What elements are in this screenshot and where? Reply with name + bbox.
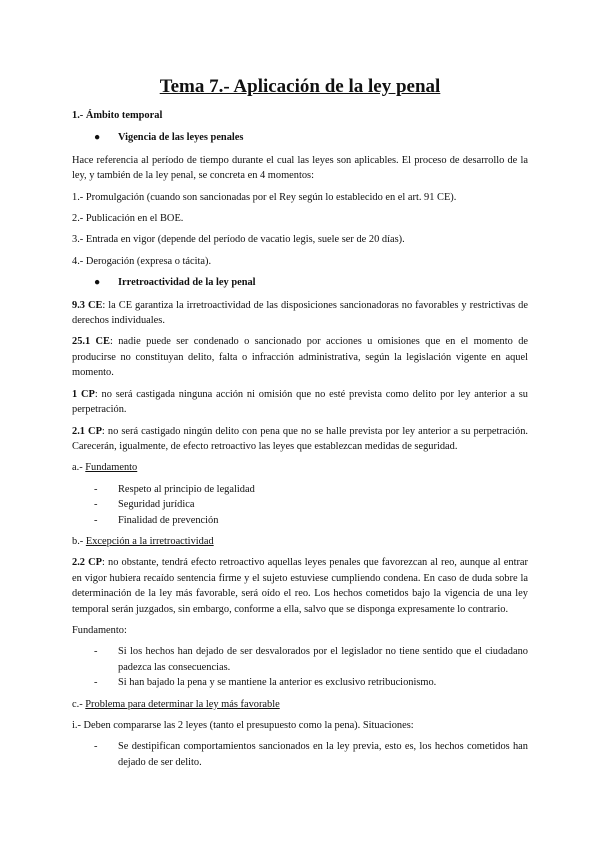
article-ref: 2.1 CP xyxy=(72,425,102,437)
intro-paragraph: Hace referencia al período de tiempo durante el cual las leyes son aplicables. El proceso de desarrollo de la ley, y también de la ley penal, se concreta en 4 momentos: xyxy=(72,154,528,182)
list-item xyxy=(72,739,528,770)
subheading-prefix: b.- xyxy=(72,535,86,547)
fundamento-label: Fundamento: xyxy=(72,624,127,636)
subheading-prefix: c.- xyxy=(72,698,86,710)
list-item-text: Si los hechos han dejado de ser desvalorados por el legislador no tiene sentido que el ciudadano padezca las consecuencias. xyxy=(118,646,528,673)
list-item-text: Si han bajado la pena y se mantiene la anterior es exclusivo retribucionismo. xyxy=(118,677,437,689)
dash-icon: - xyxy=(94,499,98,511)
list-item xyxy=(72,482,528,497)
article-text: : la CE garantiza la irretroactividad de las disposiciones sancionadoras no favorables y restrictivas de derechos individuales. xyxy=(72,299,528,327)
subheading-problema xyxy=(72,697,528,712)
subheading-excepcion xyxy=(72,534,528,549)
situaciones-list xyxy=(72,739,528,770)
article-2-1-cp xyxy=(72,424,528,455)
article-text: : no será castigada ninguna acción ni omisión que no esté prevista como delito por ley anterior a su perpetración. xyxy=(72,388,528,416)
subheading-label: Problema para determinar la ley más favorable xyxy=(85,698,280,710)
step-2: 2.- Publicación en el BOE. xyxy=(72,213,184,225)
subheading-prefix: a.- xyxy=(72,462,86,474)
fundamento-items-list xyxy=(72,644,528,690)
list-item xyxy=(72,644,528,675)
step-3: 3.- Entrada en vigor (depende del período de vacatio legis, suele ser de 20 días). xyxy=(72,234,405,246)
bullet-dot-icon: ● xyxy=(94,277,101,289)
dash-icon: - xyxy=(94,741,98,753)
article-25-1-ce xyxy=(72,334,528,380)
subheading-label: Fundamento xyxy=(85,462,138,474)
step-4: 4.- Derogación (expresa o tácita). xyxy=(72,255,212,267)
list-item-text: Seguridad jurídica xyxy=(118,499,195,511)
article-ref: 25.1 CE xyxy=(72,336,110,348)
dash-icon: - xyxy=(94,646,98,658)
list-item xyxy=(72,497,528,512)
section-heading-ambito: 1.- Ámbito temporal xyxy=(72,110,163,121)
article-text: : no obstante, tendrá efecto retroactivo aquellas leyes penales que favorezcan al reo, aunque al entrar en vigor hubiera recaído sentencia firme y el sujeto estuviese cumpliendo condena. En caso de duda sobre la determinación de la ley más favorable, será oído el reo. Los hechos cometidos bajo la vigencia de una ley temporal serán juzgados, sin embargo, conforme a ella, salvo que se disponga expresamente lo contrario. xyxy=(72,557,529,615)
article-9-3-ce xyxy=(72,298,528,329)
article-text: : no será castigado ningún delito con pena que no se halle prevista por ley anterior a su perpetración. Carecerán, igualmente, de efecto retroactivo las leyes que establezcan medidas de seguridad. xyxy=(72,425,528,452)
subheading-label: Excepción a la irretroactividad xyxy=(85,535,214,547)
step-1: 1.- Promulgación (cuando son sancionadas por el Rey según lo establecido en el art. 91 CE). xyxy=(72,191,457,203)
list-item-text: Respeto al principio de legalidad xyxy=(118,483,255,495)
bullet-vigencia-label: Vigencia de las leyes penales xyxy=(118,132,244,144)
bullet-vigencia xyxy=(72,130,528,145)
article-ref: 9.3 CE xyxy=(72,299,103,311)
dash-icon: - xyxy=(94,483,98,495)
page-title: Tema 7.- Aplicación de la ley penal xyxy=(159,76,441,97)
article-text: : nadie puede ser condenado o sancionado por acciones u omisiones que en el momento de producirse no constituyan delito, falta o infracción administrativa, según la legislación vigente en aquel momento. xyxy=(72,336,528,379)
list-item xyxy=(72,675,528,690)
bullet-irretroactividad xyxy=(72,275,528,290)
bullet-irretroactividad-label: Irretroactividad de la ley penal xyxy=(118,277,256,289)
article-ref: 2.2 CP xyxy=(72,557,102,569)
list-item xyxy=(72,513,528,528)
article-1-cp xyxy=(72,387,528,418)
list-item-text: Finalidad de prevención xyxy=(118,514,219,526)
paragraph-i: i.- Deben compararse las 2 leyes (tanto el presupuesto como la pena). Situaciones: xyxy=(72,720,414,731)
bullet-dot-icon: ● xyxy=(94,132,101,144)
fundamento-list xyxy=(72,482,528,528)
dash-icon: - xyxy=(94,514,98,526)
subheading-fundamento xyxy=(72,460,528,475)
dash-icon: - xyxy=(94,677,98,689)
list-item-text: Se destipifican comportamientos sancionados en la ley previa, esto es, los hechos cometidos han dejado de ser delito. xyxy=(118,741,528,768)
article-ref: 1 CP xyxy=(72,388,95,400)
article-2-2-cp xyxy=(72,555,528,617)
